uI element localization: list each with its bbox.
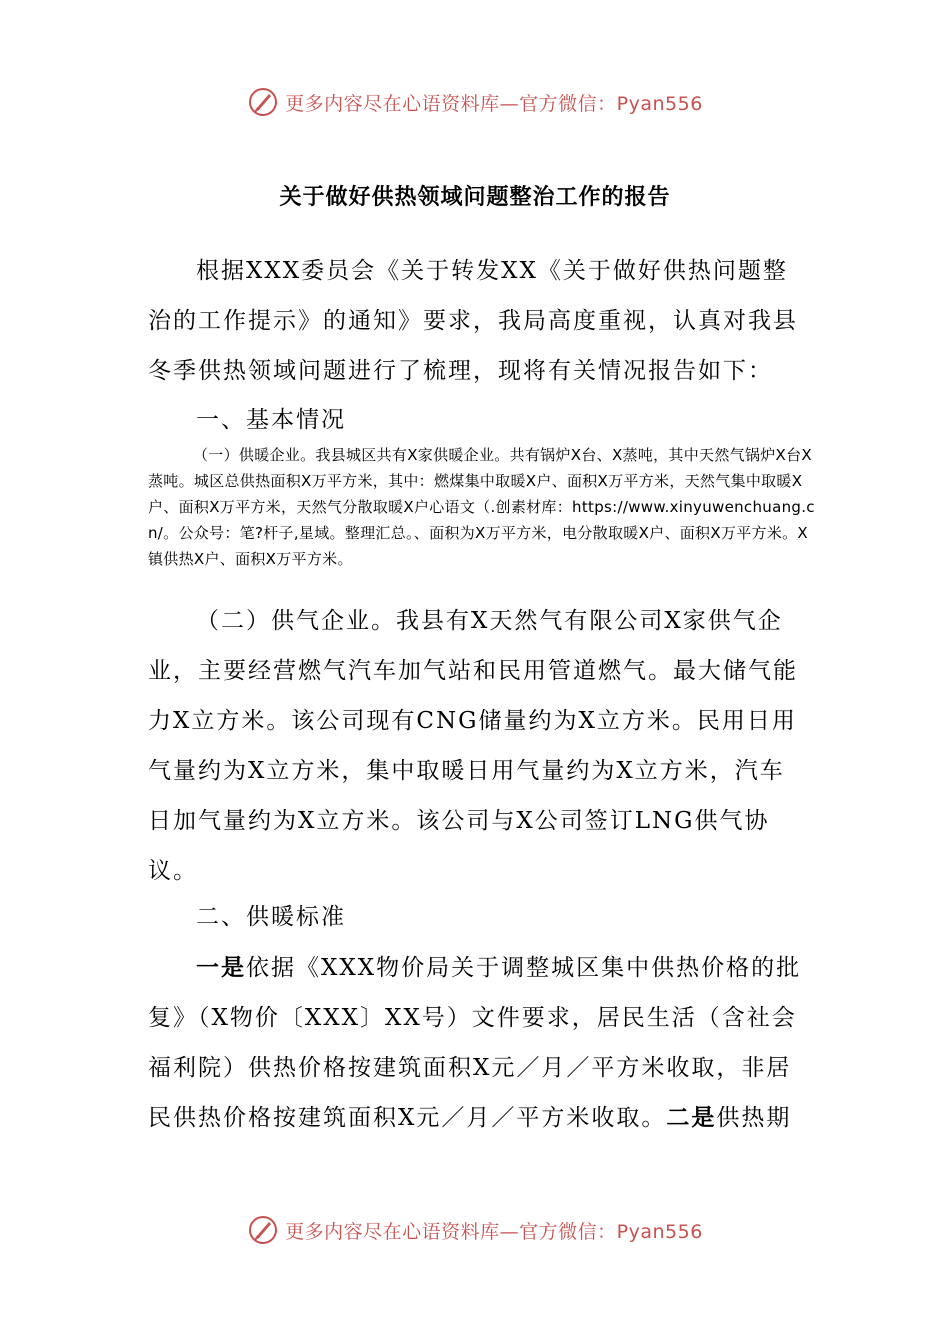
point-2-lead: 二是: [666, 1104, 717, 1131]
quill-logo-icon: [247, 1214, 279, 1246]
banner-wechat-id: Pyan556: [616, 1220, 703, 1243]
header-watermark-banner: [0, 82, 950, 122]
document-title: 关于做好供热领域问题整治工作的报告: [279, 184, 671, 210]
section-2-heading: 二、供暖标准: [196, 904, 346, 930]
section-1-heading: 一、基本情况: [196, 407, 346, 433]
section-1-item-1: （一）供暖企业。我县城区共有X家供暖企业。共有锅炉X台、X蒸吨，其中天然气锅炉X台X蒸吨。城区总供热面积X万平方米，其中：燃煤集中取暖X户、面积X万平方米，天然气集中取暖X户、面积X万平方米，天然气分散取暖X户心语文（.创素材库：https://www.xinyuwenchuang.cn/。公众号：笔?杆子,星域。整理汇总。、面积为X万平方米，电分散取暖X户、面积X万平方米。X镇供热X户、面积X万平方米。: [148, 446, 815, 568]
point-1-lead: 一是: [196, 954, 246, 981]
section-1-item-2: （二）供气企业。我县有X天然气有限公司X家供气企业，主要经营燃气汽车加气站和民用管道燃气。最大储气能力X立方米。该公司现有CNG储量约为X立方米。民用日用气量约为X立方米，集中取暖日用气量约为X立方米，汽车日加气量约为X立方米。该公司与X公司签订LNG供气协议。: [148, 608, 798, 884]
banner-text: 更多内容尽在心语资料库—官方微信：Pyan556: [285, 92, 703, 115]
banner-wechat-id: Pyan556: [616, 92, 703, 115]
point-1-text: 依据《XXX物价局关于调整城区集中供热价格的批复》（X物价〔XXX〕XX号）文件要求，居民生活（含社会福利院）供热价格按建筑面积X元／月／平方米收取，非居民供热价格按建筑面积X元／月／平方米收取。: [148, 955, 802, 1131]
point-2-text: 供热期: [716, 1105, 792, 1131]
banner-text: 更多内容尽在心语资料库—官方微信：Pyan556: [285, 1220, 703, 1243]
section-2-paragraph: [148, 943, 808, 1143]
quill-logo-icon: [247, 86, 279, 118]
intro-paragraph: 根据XXX委员会《关于转发XX《关于做好供热问题整治的工作提示》的通知》要求，我局高度重视，认真对我县冬季供热领域问题进行了梳理，现将有关情况报告如下：: [148, 258, 798, 384]
footer-watermark-banner: [0, 1210, 950, 1250]
